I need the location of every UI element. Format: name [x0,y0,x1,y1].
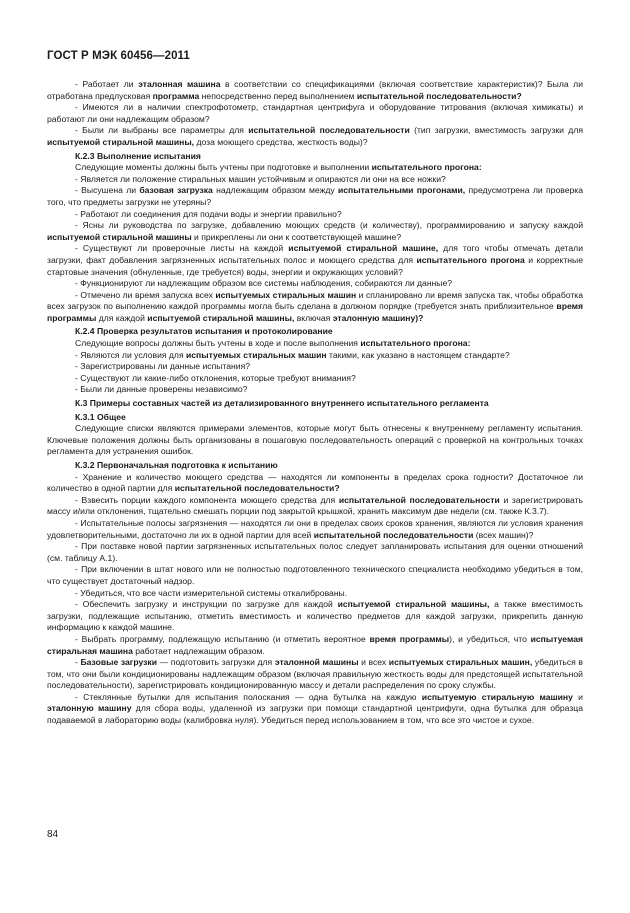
section-heading [47,398,583,410]
paragraph [47,338,583,350]
emphasized-term: испытательного прогона: [360,338,471,349]
emphasized-term: эталонная машина [138,79,221,89]
section-heading [47,460,583,472]
emphasized-term: испытуемых стиральных машин [215,289,357,300]
paragraph [47,495,583,518]
text-run: К.3 Примеры составных частей из детализированного внутреннего испытательного регламента [75,398,489,409]
emphasized-term: испытуемую стиральную машину [421,691,573,702]
text-run: К.2.3 Выполнение испытания [75,150,201,161]
paragraph [47,472,583,495]
emphasized-term: время программы [369,633,450,644]
paragraph [47,599,583,634]
emphasized-term: эталонную машину)? [332,312,424,323]
text-run: - Были ли данные проверены независимо? [75,384,248,395]
paragraph [47,361,583,373]
text-run: а также вместимость загрузки, подлежащие испытанию, отметить вместимость и количество предметов для каждой загрузки, прикрепить данную информацию к каждой машине. [47,599,583,633]
emphasized-term: испытательной последовательности [338,494,500,505]
text-run: - Работает ли [75,79,139,89]
text-run: такими, как указано в настоящем стандарте? [326,349,510,360]
text-run: Следующие вопросы должны быть учтены в ходе и после выполнения [75,338,361,349]
paragraph [47,162,583,174]
paragraph [47,125,583,148]
paragraph [47,634,583,657]
emphasized-term: испытуемой стиральной машины [47,231,192,242]
text-run: - Имеются ли в наличии спектрофотометр, стандартная центрифуга и оборудование титрования (включая химикаты) и работают ли они надлежащим образом? [47,102,583,124]
emphasized-term: испытательного прогона: [371,162,482,173]
emphasized-term: испытуемых стиральных машин, [388,657,533,668]
emphasized-term: программа [152,90,200,101]
paragraph [47,209,583,221]
paragraph [47,564,583,587]
paragraph [47,692,583,727]
emphasized-term: эталонной машины [274,657,359,668]
text-run: и зарегистрировать массу и/или отклонения, тщательно смешать порции под закрытой крышкой, хранить максимум две недели (см. также К.3.7). [47,494,583,517]
text-run: - При поставке новой партии загрязненных испытательных полос следует запланировать испытания для оценки отношений (см. таблицу А.1). [47,541,583,563]
text-run: включая [294,312,333,323]
text-run: - Хранение и количество моющего средства — находятся ли компоненты в пределах срока годности? Достаточное ли количество в одной партии для [47,471,583,494]
emphasized-term: испытуемой стиральной машины, [147,312,295,323]
text-run: (тип загрузки, вместимость загрузки для [409,125,583,136]
emphasized-term: испытательной последовательности? [174,483,340,494]
text-run: - Были ли выбраны все параметры для [75,125,249,136]
text-run: - Является ли положение стиральных машин устойчивым и опираются ли они на все ножки? [75,173,446,184]
text-run: в соответствии со спецификациями (включая соответствие характеристик)? Была ли отработана предлусковая [47,79,583,101]
text-run: Следующие моменты должны быть учтены при подготовке и выполнении [75,162,372,173]
section-heading [47,151,583,163]
text-run: - Отмечено ли время запуска всех [75,289,216,300]
text-run: - Высушена ли [75,185,140,196]
text-run: - Обеспечить загрузку и инструкции по загрузке для каждой [75,599,338,610]
text-run: убедиться в том, что они были кондиционированы надлежащим образом (включая правильную жесткость воды для предстоящей испытательной последовательности), зарегистрировать кондиционированную массу и детали распределения по сроку службы. [47,657,583,691]
paragraph [47,102,583,125]
emphasized-term: испытательной последовательности [248,125,410,136]
text-run: - Испытательные полосы загрязнения — находятся ли они в пределах своих сроков хранения, являются ли условия хранения удовлетворительными, достаточно ли их в одной партии для всей [47,517,583,540]
text-run: и [572,691,583,702]
section-heading [47,412,583,424]
emphasized-term: испытуемая стиральная машина [47,633,584,656]
document-header: ГОСТ Р МЭК 60456—2011 [47,50,190,62]
emphasized-term: испытуемой стиральной машины, [47,136,195,147]
emphasized-term: испытательными прогонами, [337,185,466,196]
emphasized-term: испытательной последовательности? [356,90,522,101]
section-heading [47,326,583,338]
text-run: (всех машин)? [473,529,534,540]
paragraph [47,588,583,600]
paragraph [47,220,583,243]
paragraph [47,518,583,541]
emphasized-term: испытательной последовательности [313,529,474,540]
text-run: - Существуют ли какие-либо отклонения, которые требуют внимания? [75,372,356,383]
emphasized-term: испытуемой стиральной машине, [288,243,439,254]
text-run: — подготовить загрузки для [157,657,275,668]
text-run: - Работают ли соединения для подачи воды и энергии правильно? [75,208,342,219]
text-run: - Функционируют ли надлежащим образом все системы наблюдения, собираются ли данные? [75,278,453,289]
paragraph [47,79,583,102]
text-run: - Ясны ли руководства по загрузке, добавлению моющих средств (и количеству), программированию и запуску каждой [75,220,583,231]
paragraph [47,290,583,325]
page-number: 84 [47,829,59,840]
text-run: непосредственно перед выполнением [199,90,357,101]
emphasized-term: время программы [47,301,583,323]
paragraph [47,185,583,208]
text-run: и всех [358,657,389,668]
paragraph [47,278,583,290]
text-run: и спланировано ли время запуска так, чтобы обработка всех загрузок по выполнению каждой программы могла быть сделана в должном порядке (требуется знать приблизительное [47,289,583,312]
text-run: ), и убедиться, что [449,633,531,644]
paragraph [47,541,583,564]
text-run: для того чтобы отмечать детали загрузки, факт добавления загрязненных испытательных полос и моющего средства для [47,243,583,265]
text-run: доза моющего средства, жесткость воды)? [194,136,368,147]
text-run: К.2.4 Проверка результатов испытания и протоколирование [75,326,333,337]
text-run: и прикреплены ли они к соответствующей машине? [191,231,402,242]
text-run: для каждой [96,312,148,323]
text-run: - Являются ли условия для [75,349,186,360]
paragraph [47,373,583,385]
paragraph [47,174,583,186]
text-run: надлежащим образом между [212,185,338,196]
emphasized-term: испытуемых стиральных машин [186,349,327,360]
paragraph [47,657,583,692]
text-run: - Выбрать программу, подлежащую испытанию (и отметить вероятное [75,633,370,644]
paragraph [47,384,583,396]
text-run: - [75,657,81,668]
paragraph [47,350,583,362]
text-run: - При включении в штат нового или не полностью подготовленного технического специалиста необходимо убедиться в том, что существует достаточный надзор. [47,564,583,586]
text-run: предусмотрена ли проверка того, что предметы загрузки не утеряны? [47,185,583,207]
text-run: К.3.2 Первоначальная подготовка к испытанию [75,460,278,470]
document-body [47,79,583,727]
emphasized-term: эталонную машину [47,703,132,714]
text-run: Следующие списки являются примерами элементов, которые могут быть отнесены к внутреннему регламенту испытания. Ключевые положения должны быть организованы в пошаговую последовательность операций с проверкой на контрольных точках регламента для устранения ошибок. [47,423,583,457]
text-run: - Существуют ли проверочные листы на каждой [75,243,289,254]
text-run: и корректные стартовые значения (обнуленные, где требуется) воды, энергии и окружающих условий? [47,254,583,277]
text-run: - Стеклянные бутылки для испытания полоскания — одна бутылка на каждую [75,691,422,702]
paragraph [47,423,583,458]
emphasized-term: испытуемой стиральной машины, [337,599,490,610]
text-run: работает надлежащим образом. [132,645,265,656]
text-run: - Зарегистрированы ли данные испытания? [75,361,251,372]
text-run: - Взвесить порции каждого компонента моющего средства для [75,494,339,505]
text-run: К.3.1 Общее [75,411,126,422]
emphasized-term: Базовые загрузки [80,657,158,668]
emphasized-term: испытательного прогона [416,254,525,265]
text-run: - Убедиться, что все части измерительной системы откалиброваны. [75,587,348,598]
text-run: для сбора воды, удаленной из загрузки при помощи стандартной центрифуги, одна бутылка для образца подаваемой в лабораторию воды (калибровка нуля). Убедиться перед использованием в том, что все это чистое и сухое. [47,703,584,726]
emphasized-term: базовая загрузка [139,185,213,196]
paragraph [47,243,583,278]
